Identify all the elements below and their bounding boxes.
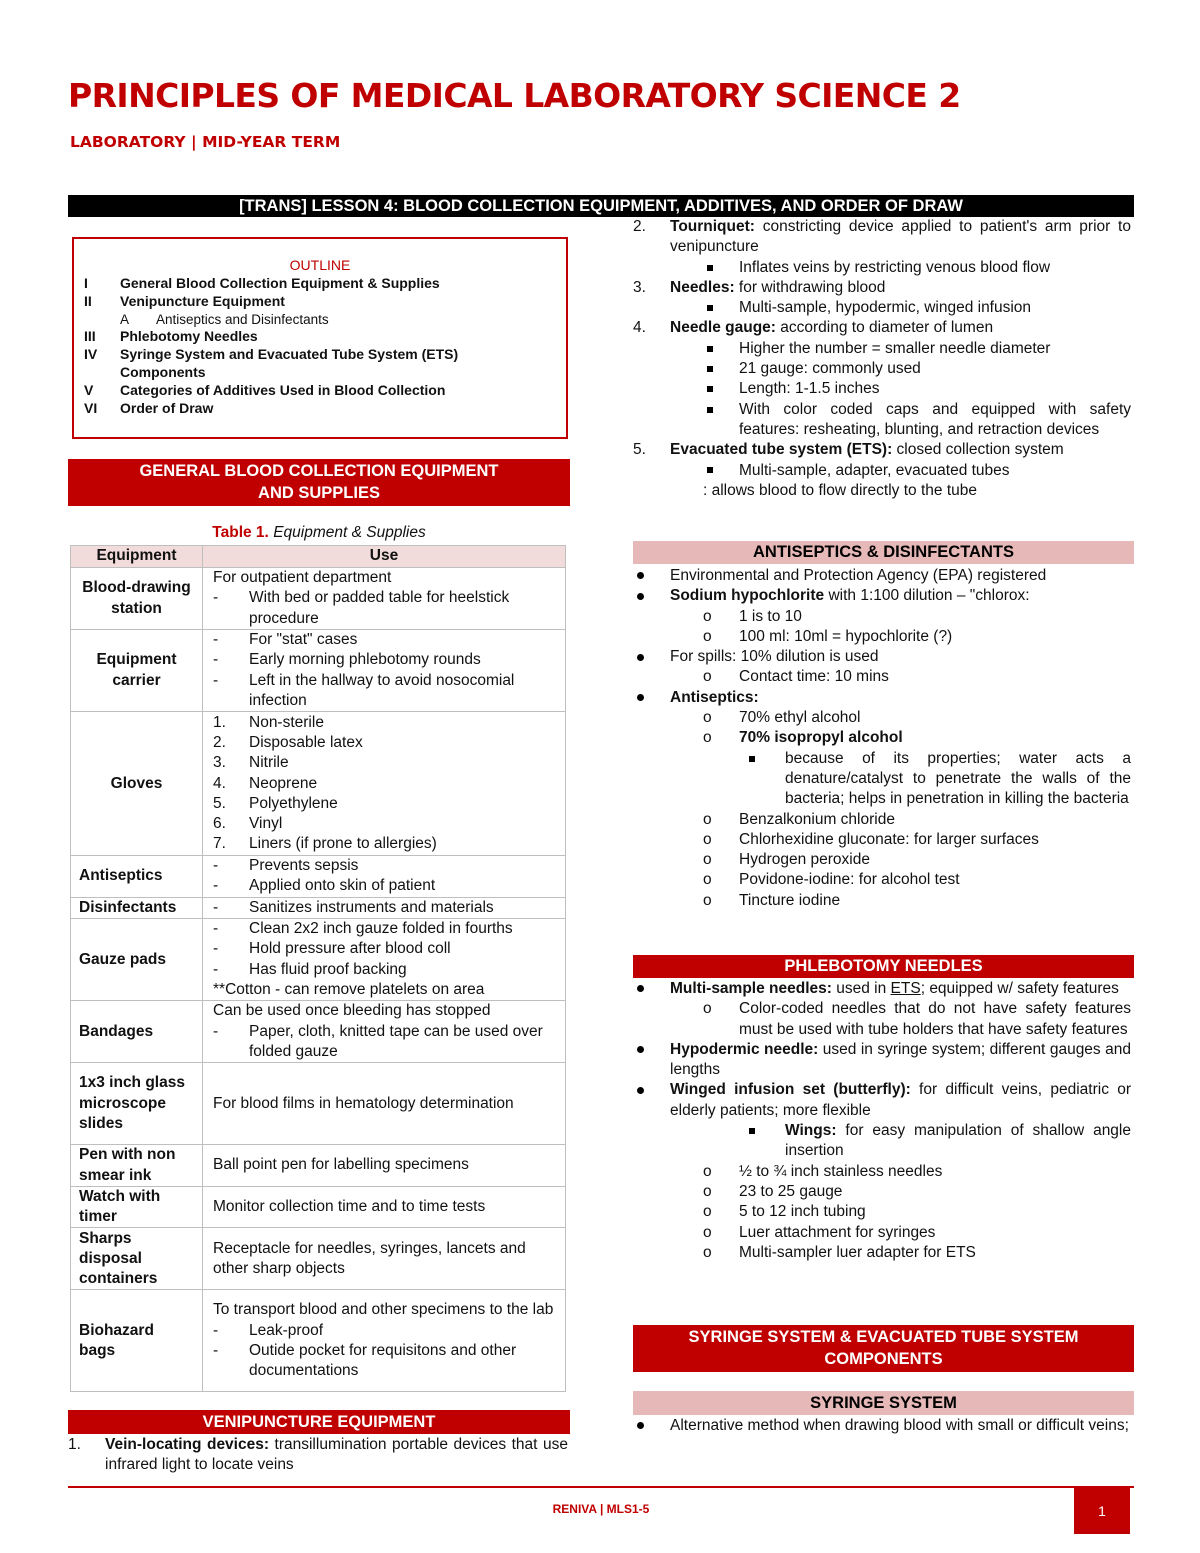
square-bullet-icon xyxy=(749,756,755,762)
outline-item: II Venipuncture Equipment xyxy=(84,292,285,309)
square-bullet-icon xyxy=(707,305,713,311)
outline-item: VI Order of Draw xyxy=(84,399,214,416)
table-row: Antiseptics - Prevents sepsis - Applied onto skin of patient xyxy=(71,856,566,898)
table-row: Watch with timer Monitor collection time and to time tests xyxy=(71,1186,566,1228)
section-header-needles: PHLEBOTOMY NEEDLES xyxy=(633,955,1134,978)
syringe-list: Alternative method when drawing blood with small or difficult veins; xyxy=(633,1416,1131,1436)
section-header-syringe-ets: SYRINGE SYSTEM & EVACUATED TUBE SYSTEM COMPONENTS xyxy=(633,1325,1134,1372)
outline-item: V Categories of Additives Used in Blood Collection xyxy=(84,381,446,398)
table-row: Sharps disposal containers Receptacle for needles, syringes, lancets and other sharp objects xyxy=(71,1228,566,1290)
square-bullet-icon xyxy=(707,366,713,372)
table-row: Disinfectants - Sanitizes instruments and materials xyxy=(71,897,566,918)
page-number: 1 xyxy=(1074,1488,1130,1534)
outline-item: IV Syringe System and Evacuated Tube System (ETS) Components xyxy=(84,346,459,380)
table-row: Bandages Can be used once bleeding has stopped - Paper, cloth, knitted tape can be used over folded gauze xyxy=(71,1001,566,1063)
footer-divider xyxy=(68,1486,1134,1488)
section-header-syringe-system: SYRINGE SYSTEM xyxy=(633,1391,1134,1415)
square-bullet-icon xyxy=(707,467,713,473)
venipuncture-item-1: 1. Vein-locating devices: transillumination portable devices that use infrared light to locate veins xyxy=(68,1436,568,1474)
lesson-title-bar: [TRANS] LESSON 4: BLOOD COLLECTION EQUIPMENT, ADDITIVES, AND ORDER OF DRAW xyxy=(68,195,1134,217)
outline-heading: OUTLINE xyxy=(289,257,351,273)
document-title: PRINCIPLES OF MEDICAL LABORATORY SCIENCE 2 xyxy=(68,76,961,115)
equipment-table xyxy=(70,545,566,1392)
bullet-icon xyxy=(637,1422,644,1429)
table-row: Gloves 1. Non-sterile 2. Disposable latex 3. Nitrile 4. Neoprene 5. Polyethylene 6. Vinyl 7. Liners (if prone to allergies) xyxy=(71,712,566,856)
outline-subitem: A Antiseptics and Disinfectants xyxy=(120,311,329,327)
square-bullet-icon xyxy=(707,346,713,352)
square-bullet-icon xyxy=(707,265,713,271)
bullet-icon xyxy=(637,985,644,992)
footer-author: RENIVA | MLS1-5 xyxy=(552,1502,650,1516)
table-row: Biohazard bags To transport blood and other specimens to the lab - Leak-proof - Outide pocket for requisitons and other documentations xyxy=(71,1290,566,1392)
bullet-icon xyxy=(637,593,644,600)
table-row: Gauze pads - Clean 2x2 inch gauze folded in fourths - Hold pressure after blood coll - Has fluid proof backing **Cotton - can remove platelets on area xyxy=(71,919,566,1001)
bullet-icon xyxy=(637,694,644,701)
bullet-icon xyxy=(637,572,644,579)
table-row: Blood-drawing station For outpatient department - With bed or padded table for heelstick procedure xyxy=(71,568,566,630)
antiseptics-list: Environmental and Protection Agency (EPA) registered Sodium hypochlorite with 1:100 dilution – "chlorox: o 1 is to 10 o 100 ml: 10ml = hypochlorite (?) For spills: 10% dilution is used o Contact time: 10 mins Antiseptics: o 70% ethyl alcohol o 70% isopropyl alcohol because of its properties; water acts a denature/catalyst to penetrate the walls of the bacteria; helps in penetration in killing the bacteria o Benzalkonium chloride o Chlorhexidine gluconate: for larger surfaces o Hydrogen peroxide o Povidone-iodine: for alcohol test o Tincture iodine xyxy=(633,566,1131,911)
table-row: Equipment carrier - For "stat" cases - Early morning phlebotomy rounds - Left in the hallway to avoid nosocomial infection xyxy=(71,630,566,712)
document-subtitle: LABORATORY | MID-YEAR TERM xyxy=(70,133,341,151)
table-header-row xyxy=(71,546,566,568)
table-row: 1x3 inch glass microscope slides For blood films in hematology determination xyxy=(71,1063,566,1145)
section-header-antiseptics: ANTISEPTICS & DISINFECTANTS xyxy=(633,541,1134,564)
venipuncture-list-continued: 2. Tourniquet: constricting device applied to patient's arm prior to venipuncture Inflates veins by restricting venous blood flow 3. Needles: for withdrawing blood Multi-sample, hypodermic, winged infusion 4. Needle gauge: according to diameter of lumen Higher the number = smaller needle diameter 21 gauge: commonly used Length: 1-1.5 inches With color coded caps and equipped with safety features: resheating, blunting, and retraction devices 5. Evacuated tube system (ETS): closed collection system Multi-sample, adapter, evacuated tubes : allows blood to flow directly to the tube xyxy=(633,218,1131,499)
square-bullet-icon xyxy=(749,1128,755,1134)
square-bullet-icon xyxy=(707,386,713,392)
bullet-icon xyxy=(637,654,644,661)
table-caption: Table 1. Equipment & Supplies xyxy=(212,524,426,541)
column-header-use: Use xyxy=(203,546,566,568)
section-header-general: GENERAL BLOOD COLLECTION EQUIPMENT AND SUPPLIES xyxy=(68,459,570,506)
outline-item: III Phlebotomy Needles xyxy=(84,328,258,345)
section-header-venipuncture: VENIPUNCTURE EQUIPMENT xyxy=(68,1410,570,1434)
square-bullet-icon xyxy=(707,407,713,413)
table-row: Pen with non smear ink Ball point pen for labelling specimens xyxy=(71,1145,566,1187)
needles-list: Multi-sample needles: used in ETS; equipped w/ safety features o Color-coded needles that do not have safety features must be used with tube holders that have safety features Hypodermic needle: used in syringe system; different gauges and lengths Winged infusion set (butterfly): for difficult veins, pediatric or elderly patients; more flexible Wings: for easy manipulation of shallow angle insertion o ½ to ¾ inch stainless needles o 23 to 25 gauge o 5 to 12 inch tubing o Luer attachment for syringes o Multi-sampler luer adapter for ETS xyxy=(633,979,1131,1263)
bullet-icon xyxy=(637,1046,644,1053)
bullet-icon xyxy=(637,1087,644,1094)
column-header-equipment: Equipment xyxy=(71,546,203,568)
outline-item: I General Blood Collection Equipment & Supplies xyxy=(84,275,440,291)
outline-box xyxy=(72,237,568,439)
